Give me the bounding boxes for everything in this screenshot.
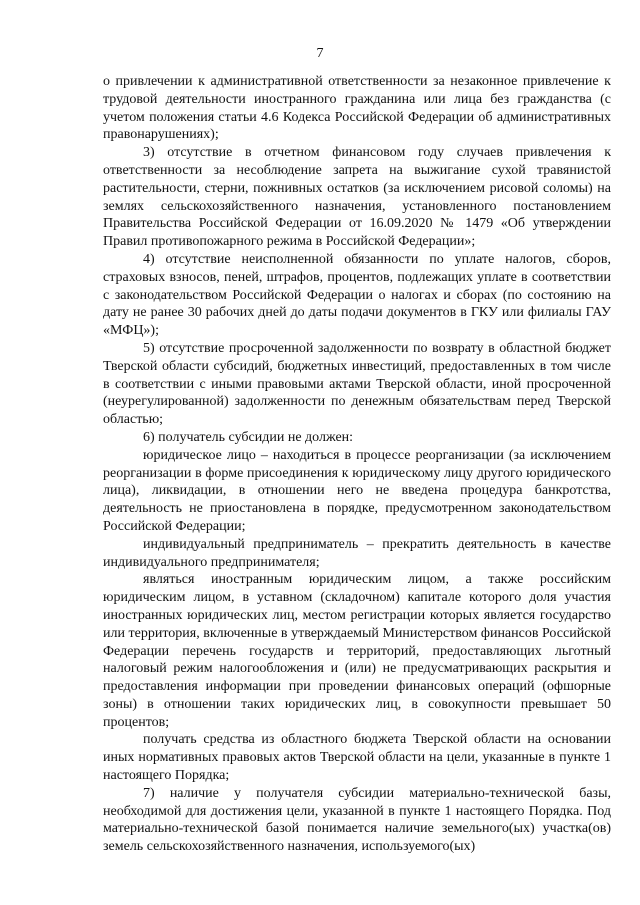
document-body xyxy=(103,73,611,856)
paragraph: получать средства из областного бюджета Тверской области на основании иных нормативных правовых актов Тверской области на цели, указанные в пункте 1 настоящего Порядка; xyxy=(103,732,611,784)
paragraph: 7) наличие у получателя субсидии материально-технической базы, необходимой для достижения цели, указанной в пункте 1 настоящего Порядка. Под материально-технической базой понимается наличие земельного(ых) участка(ов) земель сельскохозяйственного назначения, используемого(ых) xyxy=(103,785,611,855)
paragraph: 5) отсутствие просроченной задолженности по возврату в областной бюджет Тверской области субсидий, бюджетных инвестиций, предоставленных в том числе в соответствии с иными правовыми актами Тверской области, иной просроченной (неурегулированной) задолженности по денежным обязательствам перед Тверской областью; xyxy=(103,340,611,428)
paragraph: 3) отсутствие в отчетном финансовом году случаев привлечения к ответственности за несоблюдение запрета на выжигание сухой травянистой растительности, стерни, пожнивных остатков (за исключением рисовой соломы) на землях сельскохозяйственного назначения, установленного постановлением Правительства Российской Федерации от 16.09.2020 № 1479 «Об утверждении Правил противопожарного режима в Российской Федерации»; xyxy=(103,145,611,250)
paragraph: являться иностранным юридическим лицом, а также российским юридическим лицом, в уставном (складочном) капитале которого доля участия иностранных юридических лиц, местом регистрации которых является государство или территория, включенные в утверждаемый Министерством финансов Российской Федерации перечень государств и территорий, предоставляющих льготный налоговый режим налогообложения и (или) не предусматривающих раскрытия и предоставления информации при проведении финансовых операций (офшорные зоны) в отношении таких юридических лиц, в совокупности превышает 50 процентов; xyxy=(103,572,611,730)
page-number: 7 xyxy=(316,46,324,61)
paragraph: юридическое лицо – находиться в процессе реорганизации (за исключением реорганизации в форме присоединения к юридическому лицу другого юридического лица), ликвидации, в отношении него не введена процедура банкротства, деятельность не приостановлена в порядке, предусмотренном законодательством Российской Федерации; xyxy=(103,447,611,534)
paragraph: 6) получатель субсидии не должен: xyxy=(143,429,354,445)
paragraph: индивидуальный предприниматель – прекратить деятельность в качестве индивидуального предпринимателя; xyxy=(103,536,611,570)
paragraph: о привлечении к административной ответственности за незаконное привлечение к трудовой деятельности иностранного гражданина или лица без гражданства (с учетом положения статьи 4.6 Кодекса Российской Федерации об административных правонарушениях); xyxy=(103,74,611,143)
paragraph: 4) отсутствие неисполненной обязанности по уплате налогов, сборов, страховых взносов, пеней, штрафов, процентов, подлежащих уплате в соответствии с законодательством Российской Федерации о налогах и сборах (по состоянию на дату не ранее 30 рабочих дней до даты подачи документов в ГКУ или филиалы ГАУ «МФЦ»); xyxy=(103,251,611,339)
